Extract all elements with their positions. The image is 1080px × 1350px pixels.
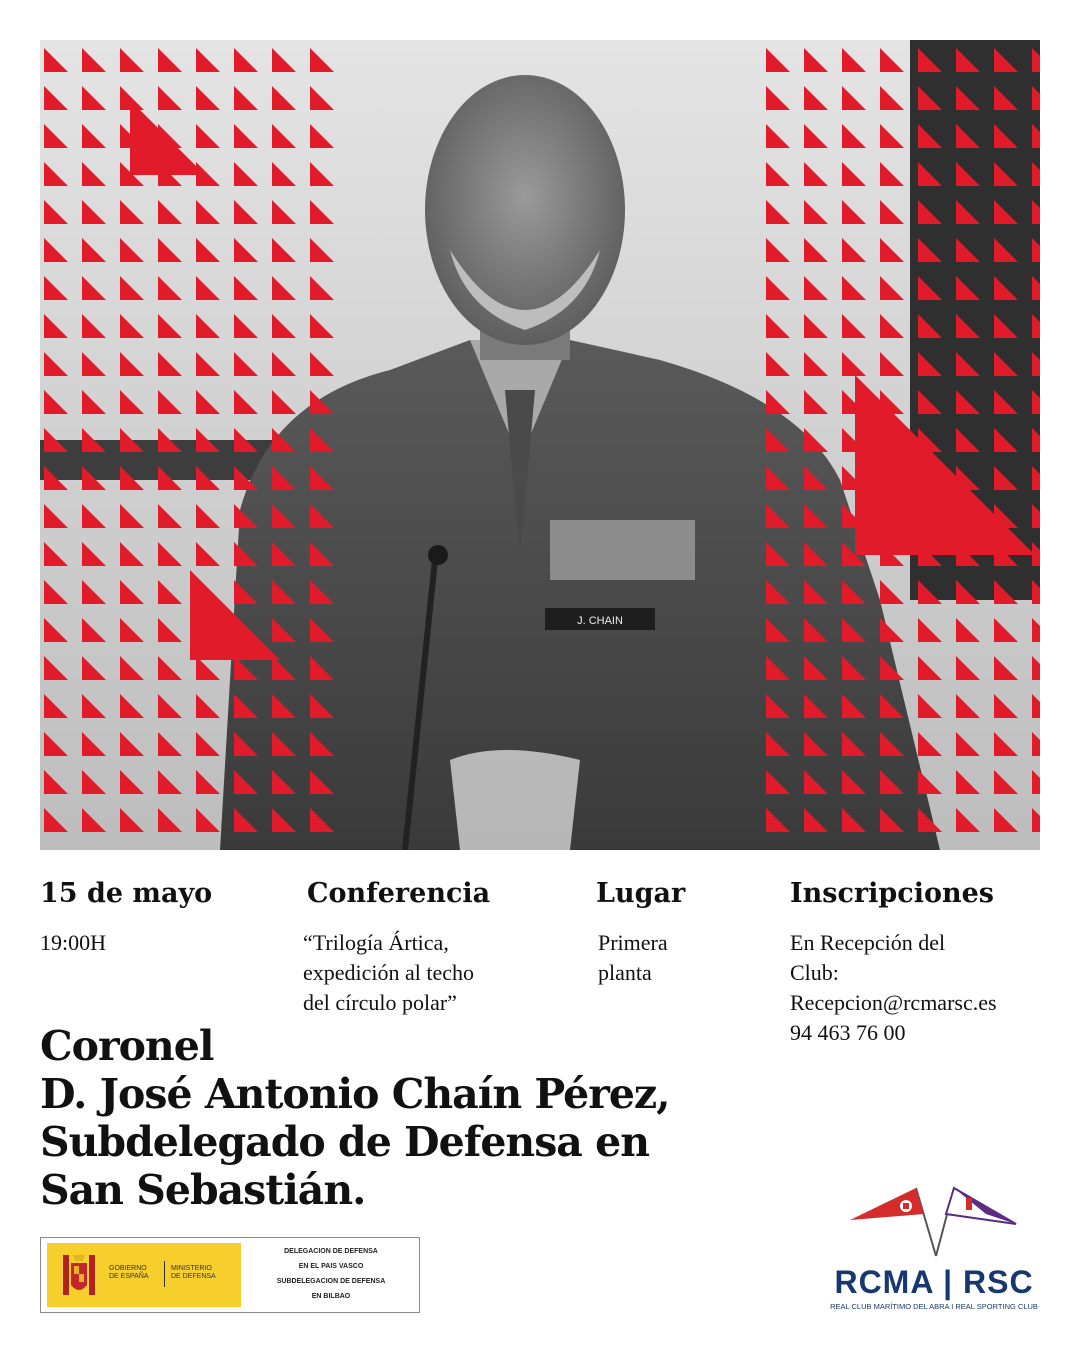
speaker-photo [40, 40, 1040, 850]
water-glass [450, 750, 580, 850]
delegation-line-2: EN EL PAIS VASCO [298, 1263, 364, 1270]
delegation-line-3: SUBDELEGACION DE DEFENSA [276, 1278, 386, 1285]
venue-text: Primera planta [598, 930, 668, 985]
delegation-line-1: DELEGACION DE DEFENSA [284, 1248, 378, 1255]
venue-heading: Lugar [596, 878, 686, 909]
delegation-line-4: EN BILBAO [311, 1293, 351, 1300]
government-yellow-band [47, 1243, 241, 1307]
government-label: GOBIERNO DE ESPAÑA [109, 1265, 149, 1280]
speaker-rank: Coronel [40, 1022, 214, 1070]
head [425, 75, 625, 345]
registration-text: En Recepción del Club: Recepcion@rcmarsc.es 94 463 76 00 [790, 930, 997, 1045]
ministry-label: MINISTERIO DE DEFENSA [171, 1265, 216, 1280]
speaker-title [40, 1022, 760, 1214]
delegation-text [251, 1244, 411, 1304]
registration-heading: Inscripciones [790, 878, 994, 909]
time-text: 19:00H [40, 930, 106, 955]
photo-graphic [40, 40, 1040, 850]
club-logo [826, 1180, 1042, 1320]
name-tag-text: J. CHAIN [577, 615, 623, 627]
event-heading: Conferencia [307, 878, 491, 909]
event-title: “Trilogía Ártica, expedición al techo del círculo polar” [303, 930, 475, 1015]
speaker-role: Subdelegado de Defensa en [40, 1118, 650, 1166]
government-logo [40, 1237, 420, 1313]
coat-of-arms-icon [59, 1249, 99, 1301]
date-heading: 15 de mayo [40, 878, 213, 909]
government-divider [164, 1261, 165, 1287]
club-flags-icon [826, 1180, 1042, 1260]
microphone-icon [428, 545, 448, 565]
medal-ribbons [550, 520, 695, 580]
speaker-location: San Sebastián. [40, 1166, 366, 1214]
speaker-name: D. José Antonio Chaín Pérez, [40, 1070, 670, 1118]
club-subtitle: REAL CLUB MARÍTIMO DEL ABRA I REAL SPORTING CLUB [830, 1302, 1038, 1311]
club-name: RCMA | RSC [834, 1264, 1034, 1300]
